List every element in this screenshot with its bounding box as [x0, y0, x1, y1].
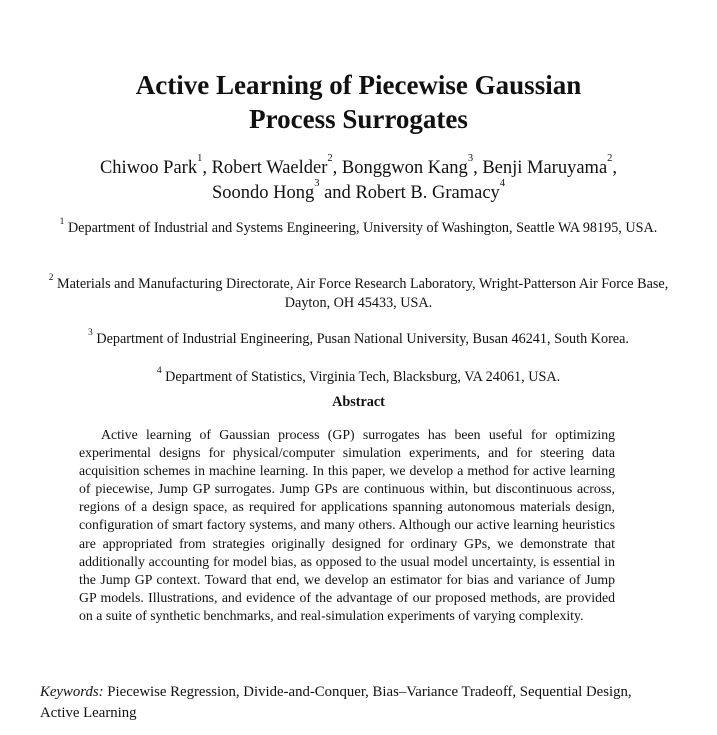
abstract-heading: Abstract: [332, 394, 385, 410]
author-affiliation-mark: 1: [197, 153, 203, 164]
author-affiliation-mark: 3: [467, 153, 474, 164]
author-affiliation-mark: 3: [314, 178, 320, 189]
author-name: Soondo Hong: [211, 183, 315, 203]
author-name: Chiwoo Park: [99, 158, 198, 178]
author-line-1: Chiwoo Park$^1$, Robert Waelder$^2$, Bonggwon Kang$^3$, Benji Maruyama$^2$,: [99, 153, 618, 178]
author-affiliation-mark: 2: [607, 153, 613, 164]
author-name: Robert B. Gramacy: [355, 183, 500, 203]
title-line-2: Process Surrogates: [249, 104, 468, 134]
author-name: Benji Maruyama: [482, 158, 608, 178]
author-conjunction: and: [324, 183, 351, 203]
title-line-1: Active Learning of Piecewise Gaussian: [135, 70, 582, 100]
author-line-2: [0, 178, 717, 206]
abstract-body: Active learning of Gaussian process (GP) surrogates has been useful for optimizing experimental designs for physical/computer simulation experiments, and for steering data acquisition schemes in machine learning. In this paper, we develop a method for active learning of piecewise, Jump GP surrogates. Jump GPs are continuous within, but discontinuous across, regions of a design space, as required for applications spanning autonomous materials design, configuration of smart factory systems, and many others. Although our active learning heuristics are appropriated from strategies originally designed for ordinary GPs, we demonstrate that additionally accounting for model bias, as opposed to the usual model uncertainty, is essential in the Jump GP context. Toward that end, we develop an estimator for bias and variance of Jump GP models. Illustrations, and evidence of the advantage of our proposed methods, are provided on a suite of synthetic benchmarks, and real-simulation experiments of varying complexity.: [79, 427, 615, 623]
author-name: Bonggwon Kang: [341, 158, 468, 178]
author-affiliation-mark: 4: [499, 178, 506, 189]
keywords: [40, 682, 654, 723]
affiliation-text: Department of Statistics, Virginia Tech, Blacksburg, VA 24061, USA.: [165, 369, 561, 385]
affiliation-mark: 3: [88, 328, 93, 338]
affiliation-4: [40, 368, 677, 387]
affiliation-3: [20, 330, 697, 349]
author-name: Robert Waelder: [211, 158, 328, 178]
keywords-label: Keywords:: [40, 684, 104, 700]
affiliation-mark: 1: [59, 217, 65, 227]
keywords-text: Piecewise Regression, Divide-and-Conquer, Bias–Variance Tradeoff, Sequential Design, Active Learning: [40, 684, 632, 721]
affiliation-2: [40, 275, 677, 313]
affiliation-text: Department of Industrial Engineering, Pusan National University, Busan 46241, South Korea.: [96, 331, 629, 347]
affiliation-1: [40, 219, 677, 238]
affiliation-mark: 2: [48, 273, 54, 283]
affiliation-mark: 4: [156, 366, 162, 376]
affiliation-text: Materials and Manufacturing Directorate, Air Force Research Laboratory, Wright-Patterson Air Force Base, Dayton, OH 45433, USA.: [57, 276, 669, 311]
affiliation-text: Department of Industrial and Systems Engineering, University of Washington, Seattle WA 98195, USA.: [67, 220, 658, 236]
author-list: [0, 153, 717, 206]
paper-title: [0, 68, 717, 136]
author-affiliation-mark: 2: [327, 153, 333, 164]
